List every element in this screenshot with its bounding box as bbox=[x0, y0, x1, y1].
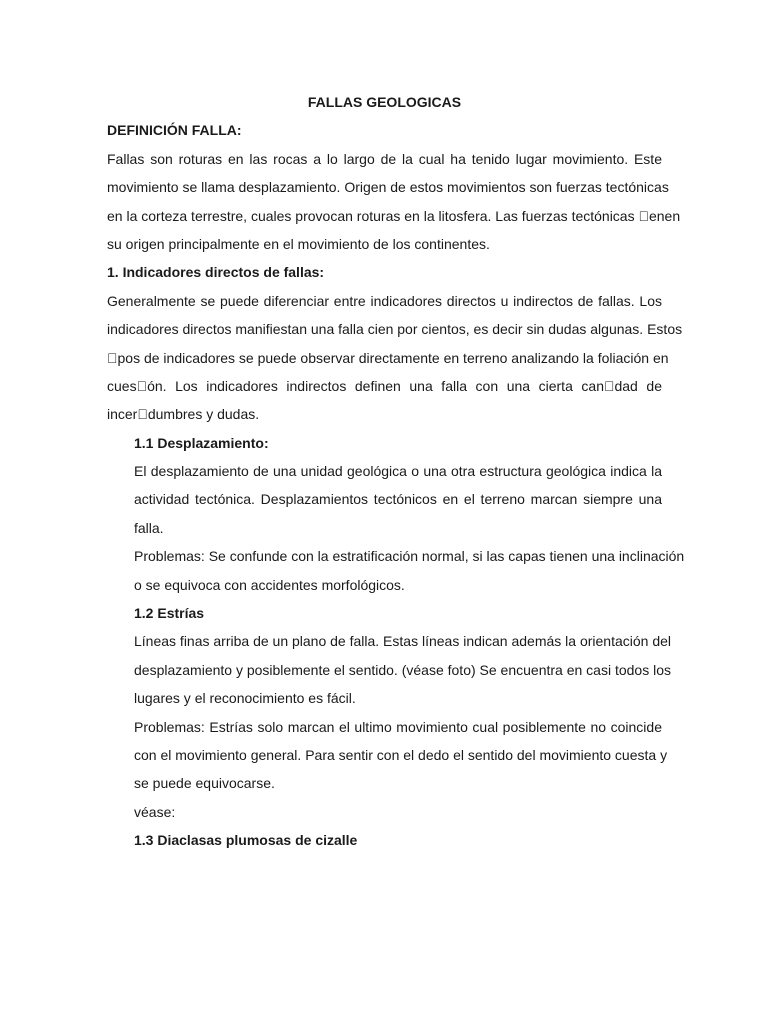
paragraph-line: incer dumbres y dudas. bbox=[107, 406, 260, 423]
paragraph-line: falla. bbox=[134, 519, 164, 536]
paragraph-line: Generalmente se puede diferenciar entre indicadores directos u indirectos de fallas. Los bbox=[107, 292, 662, 309]
paragraph-line: lugares y el reconocimiento es fácil. bbox=[134, 690, 356, 707]
paragraph-line: Fallas son roturas en las rocas a lo largo de la cual ha tenido lugar movimiento. Este bbox=[107, 150, 662, 167]
paragraph-line: o se equivoca con accidentes morfológicos. bbox=[134, 576, 405, 593]
subsection-heading: 1.1 Desplazamiento: bbox=[134, 434, 269, 451]
paragraph-line: El desplazamiento de una unidad geológica o una otra estructura geológica indica la bbox=[134, 463, 662, 480]
paragraph-line: indicadores directos manifiestan una falla cien por cientos, es decir sin dudas algunas. Estos bbox=[107, 321, 683, 338]
section-heading: 1. Indicadores directos de fallas: bbox=[107, 264, 325, 281]
definition-heading: DEFINICIÓN FALLA: bbox=[107, 122, 242, 139]
paragraph-line: movimiento se llama desplazamiento. Origen de estos movimientos son fuerzas tectónicas bbox=[107, 179, 669, 196]
subsection-1-2 bbox=[107, 599, 672, 826]
vease-label: véase: bbox=[134, 803, 176, 820]
subsection-1-1 bbox=[107, 429, 685, 599]
paragraph-line: cues ón. Los indicadores indirectos definen una falla con una cierta can dad de bbox=[107, 377, 662, 394]
subsection-heading: 1.2 Estrías bbox=[134, 605, 205, 622]
paragraph-line: Problemas: Estrías solo marcan el ultimo movimiento cual posiblemente no coincide bbox=[134, 718, 662, 735]
paragraph-line: con el movimiento general. Para sentir con el dedo el sentido del movimiento cuesta y bbox=[134, 746, 668, 763]
subsection-1-3 bbox=[107, 826, 662, 854]
document-body bbox=[107, 88, 685, 855]
paragraph-line: su origen principalmente en el movimiento de los continentes. bbox=[107, 235, 490, 252]
paragraph-line: en la corteza terrestre, cuales provocan roturas en la litosfera. Las fuerzas tectónicas  enen bbox=[107, 207, 681, 224]
subsection-heading: 1.3 Diaclasas plumosas de cizalle bbox=[134, 832, 358, 849]
paragraph-line: Líneas finas arriba de un plano de falla. Estas líneas indican además la orientación del bbox=[134, 633, 672, 650]
paragraph-line:  pos de indicadores se puede observar directamente en terreno analizando la foliación en bbox=[107, 349, 669, 366]
document-title: FALLAS GEOLOGICAS bbox=[307, 94, 462, 110]
paragraph-line: se puede equivocarse. bbox=[134, 775, 275, 792]
paragraph-line: actividad tectónica. Desplazamientos tectónicos en el terreno marcan siempre una bbox=[134, 491, 662, 508]
paragraph-line: desplazamiento y posiblemente el sentido. (véase foto) Se encuentra en casi todos los bbox=[134, 661, 671, 678]
paragraph-line: Problemas: Se confunde con la estratificación normal, si las capas tienen una inclinación bbox=[134, 548, 685, 565]
